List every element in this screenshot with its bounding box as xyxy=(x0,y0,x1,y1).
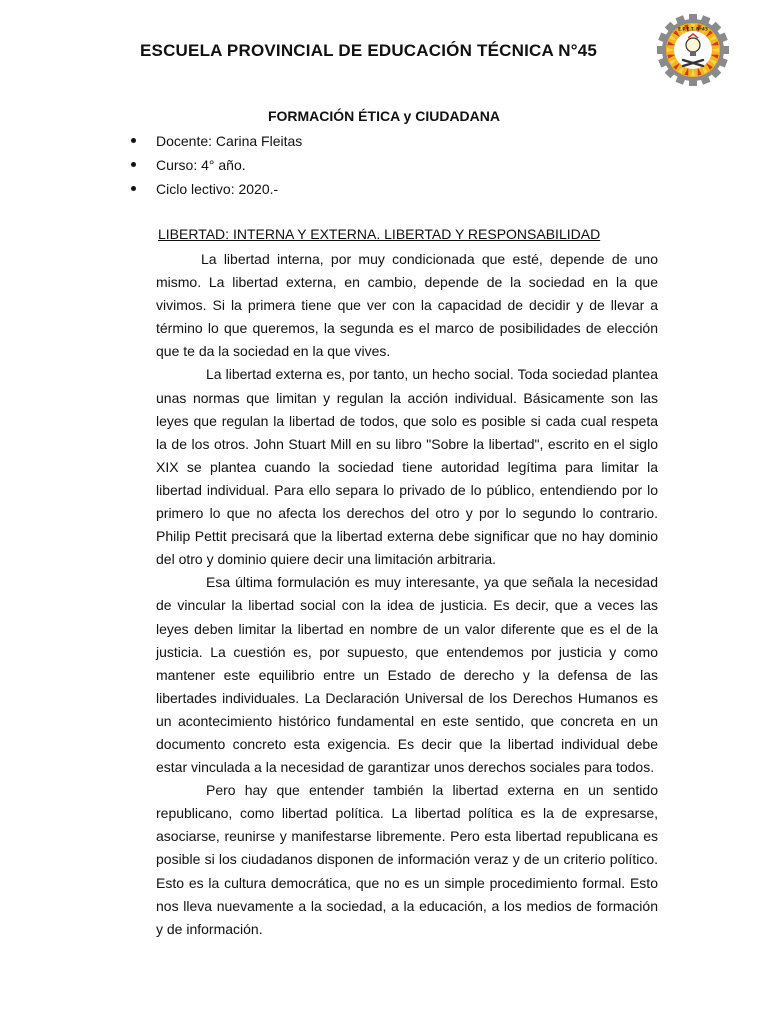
course-info-item-teacher xyxy=(130,130,302,154)
bullet-icon xyxy=(131,138,136,143)
section-heading: LIBERTAD: INTERNA Y EXTERNA. LIBERTAD Y RESPONSABILIDAD xyxy=(158,226,601,242)
school-title: ESCUELA PROVINCIAL DE EDUCACIÓN TÉCNICA N°45 xyxy=(140,41,598,60)
subject-title: FORMACIÓN ÉTICA y CIUDADANA xyxy=(267,108,501,124)
school-gear-logo-icon xyxy=(657,14,729,86)
body-text xyxy=(156,248,658,941)
bullet-icon xyxy=(131,186,136,191)
bullet-icon xyxy=(131,162,136,167)
paragraph: La libertad interna, por muy condicionada que esté, depende de uno mismo. La libertad externa, en cambio, depende de la sociedad en la que vivimos. Si la primera tiene que ver con la capacidad de decidir y de llevar a término lo que queremos, la segunda es el marco de posibilidades de elección que te da la sociedad en la que vives. xyxy=(156,251,658,360)
paragraph: La libertad externa es, por tanto, un hecho social. Toda sociedad plantea unas normas que limitan y regulan la acción individual. Básicamente son las leyes que regulan la libertad de todos, que solo es posible si cada cual respeta la de los otros. John Stuart Mill en su libro "Sobre la libertad", escrito en el siglo XIX se plantea cuando la sociedad tiene autoridad legítima para limitar la libertad individual. Para ello separa lo privado de lo público, entendiendo por lo primero lo que no afecta los derechos del otro y por lo segundo lo contrario. Philip Pettit precisará que la libertad externa debe significar que no hay dominio del otro y dominio quiere decir una limitación arbitraria. xyxy=(156,366,658,568)
course-info-text: Ciclo lectivo: 2020.- xyxy=(156,181,279,197)
paragraph: Pero hay que entender también la libertad externa en un sentido republicano, como libertad política. La libertad política es la de expresarse, asociarse, reunirse y manifestarse libremente. Pero esta libertad republicana es posible si los ciudadanos disponen de información veraz y de un criterio político. Esto es la cultura democrática, que no es un simple procedimiento formal. Esto nos lleva nuevamente a la sociedad, a la educación, a los medios de formación y de información. xyxy=(156,782,658,937)
course-info-text: Docente: Carina Fleitas xyxy=(156,133,303,149)
course-info-item-course xyxy=(130,154,302,178)
paragraph: Esa última formulación es muy interesante, ya que señala la necesidad de vincular la libertad social con la idea de justicia. Es decir, que a veces las leyes deben limitar la libertad en nombre de un valor diferente que es el de la justicia. La cuestión es, por supuesto, que entendemos por justicia y como mantener este equilibrio entre un Estado de derecho y la defensa de las libertades individuales. La Declaración Universal de los Derechos Humanos es un acontecimiento histórico fundamental en este sentido, que concreta en un documento concreto esta exigencia. Es decir que la libertad individual debe estar vinculada a la necesidad de garantizar unos derechos sociales para todos. xyxy=(156,574,658,776)
course-info-text: Curso: 4° año. xyxy=(156,157,246,173)
course-info-item-year xyxy=(130,178,302,202)
logo-text: E.P.E.T. Nº45 xyxy=(678,26,708,32)
course-info-list xyxy=(130,130,302,202)
